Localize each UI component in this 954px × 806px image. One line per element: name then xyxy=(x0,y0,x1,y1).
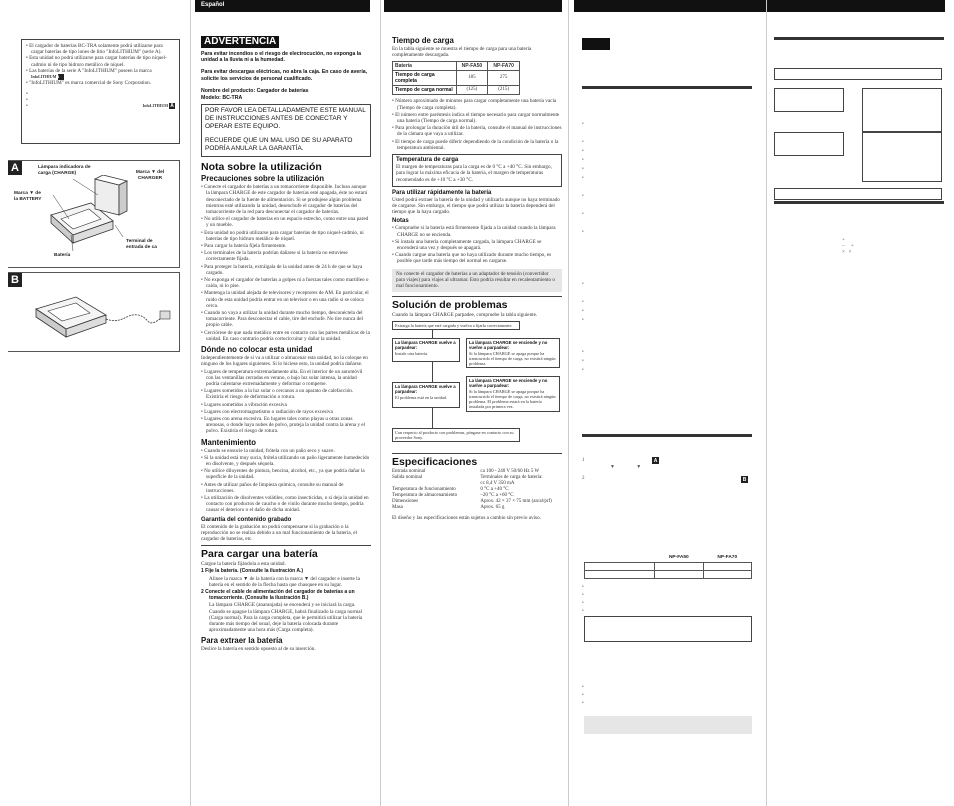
spec-value: Aprox. 65 g xyxy=(480,505,505,511)
warning-1: Para evitar incendios o el riesgo de electrocución, no exponga la unidad a la lluvia ni a la humedad. xyxy=(201,51,361,64)
spec-label: Temperatura de almacenamiento xyxy=(392,493,458,499)
precaution-item: • Conecte el cargador de baterías a un tomacorriente disponible. Incluso aunque la lámpara CHARGE de este cargador de baterías esté apagada, éste no estará desconectado de la fuente de alimentación. Si se produjese algún problema mientras esté utilizando la unidad, desenchufe el cargador de baterías del tomacorriente de la red para desconectar el cargador de baterías. xyxy=(201,184,371,215)
p4-step-1 xyxy=(582,458,585,463)
troubleshoot-flowchart xyxy=(392,321,562,449)
page2-column xyxy=(201,36,371,654)
precaution-item: • No exponga el cargador de baterías a golpes ni a fuerzas tales como martilleo o caída, ni lo pise. xyxy=(201,277,371,289)
flow-left-1 xyxy=(392,338,460,362)
where-item: • Lugares con arena excesiva. En lugares tales como playas u otras zonas arenosas, o donde haya nubes de polvo, proteja la unidad contra la arena y el polvo. Existiría el riesgo de rotura. xyxy=(201,416,371,435)
spec-note: El diseño y las especificaciones están sujetos a cambio sin previo aviso. xyxy=(392,515,541,522)
p4-ref-a: A xyxy=(653,457,658,464)
precaution-item: • Los terminales de la batería podrían dañarse si la batería no estuviese correctamente fijada. xyxy=(201,250,371,262)
page4: • • • • • • • • • • • • • • • • 1 A ▼ ▼ 2 B NP-FA50 NP-FA70 • • • • • • • + – + × × xyxy=(574,12,945,806)
temp-text: El margen de temperaturas para la carga es de 0 °C a +40 °C. Sin embargo, para lograr la máxima eficacia de la batería, el margen de temperaturas recomendado es de +10 °C a +30 °C. xyxy=(396,164,552,183)
flow-top: Extraiga la batería que esté cargada y vuelva a fijarla correctamente. xyxy=(392,321,520,330)
flow-right-2-text: Si la lámpara CHARGE se apaga porque ha transcurrido el tiempo de carga, no existirá ningún problema. El problema estará en la batería instalada por primera vez. xyxy=(469,389,556,410)
charge-intro: Cargue la batería fijándola a esta unidad. xyxy=(201,561,286,568)
charge-time-table xyxy=(392,61,520,95)
where-item: • Lugares sometidos a la luz solar o cercanos a un aparato de calefacción. Existiría el riesgo de deformación o rotura. xyxy=(201,388,371,400)
flow-right-2-title: La lámpara CHARGE se enciende y no vuelve a parpadear: xyxy=(469,378,548,389)
remove-text: Deslice la batería en sentido opuesto al de su inserción. xyxy=(201,646,316,653)
time-note: • El número entre paréntesis indica el tiempo necesario para cargar normalmente una batería (Tiempo de carga normal). xyxy=(392,112,562,124)
label-mark-battery: Marca ▼ de la BATTERY xyxy=(14,191,42,202)
p1-note: • Las baterías de la serie A "InfoLITHIUM" poseen la marca InfoLITHIUM A xyxy=(26,68,175,81)
flow-left-2-text: El problema está en la unidad. xyxy=(395,395,448,401)
specs-table xyxy=(392,469,562,511)
flow-right-1-title: La lámpara CHARGE se enciende y no vuelve a parpadear: xyxy=(469,340,548,351)
spec-value: ca 100 - 240 V 50/60 Hz 5 W xyxy=(480,469,540,475)
figure-a-label: A xyxy=(8,161,22,175)
warning-title: ADVERTENCIA xyxy=(201,36,279,48)
flow-left-2 xyxy=(392,382,460,408)
page2-header xyxy=(195,0,370,12)
notes-title: Notas xyxy=(392,218,409,225)
step-2-text: La lámpara CHARGE (anaranjada) se encenderá y se iniciará la carga. Cuando se apague la lámpara CHARGE, habrá finalizado la carga normal (Carga normal). Para la carga completa, que le permitirá utilizar la batería durante más tiempo del usual, deje la batería colocada durante aproximadamente una hora más (Carga completa). xyxy=(209,602,363,634)
time-note: • Para prolongar la duración útil de la batería, consulte el manual de instrucciones de la cámara que vaya a utilizar. xyxy=(392,125,562,137)
td-value: 185 xyxy=(456,71,488,86)
spec-label: Dimensiones xyxy=(392,499,419,505)
where-item: • Lugares con electromagnetismo o radiación de rayos excesiva xyxy=(201,409,371,415)
spec-label: Entrada nominal xyxy=(392,469,426,475)
note-item: • Si instala una batería completamente cargada, la lámpara CHARGE se encenderá una vez y después se apagará. xyxy=(392,239,562,251)
time-note: • El tiempo de carga puede diferir dependiendo de la condición de la batería o la temperatura ambiental. xyxy=(392,139,562,151)
maintenance-title: Mantenimiento xyxy=(201,437,257,447)
maintenance-item: • Si la unidad está muy sucia, frótela utilizando un paño ligeramente humedecido en disolvente, y después séquela. xyxy=(201,455,371,467)
p1-note: • Esta unidad no podrá utilizarse para cargar baterías de tipo níquel-cadmio ni de tipo hidruro metálico de níquel. xyxy=(26,55,175,67)
page3-header xyxy=(384,0,562,12)
precaution-item: • Cuando no vaya a utilizar la unidad durante mucho tiempo, desconéctela del tomacorriente. Para desconectar el cable, tire del enchufe. No tire nunca del propio cable. xyxy=(201,310,371,329)
maintenance-item: • Cuando se ensucie la unidad, frótela con un paño seco y suave. xyxy=(201,448,371,454)
step-1-text: Alinee la marca ▼ de la batería con la marca ▼ del cargador e inserte la batería en el sentido de la flecha hasta que chasquee en su lugar. xyxy=(209,575,360,588)
spec-label: Temperatura de funcionamiento xyxy=(392,487,456,493)
instruction-box xyxy=(201,104,371,157)
infolithium-logo-small: InfoLITHIUM A xyxy=(142,103,174,110)
quick-title: Para utilizar rápidamente la batería xyxy=(392,189,492,196)
where-title: Dónde no colocar esta unidad xyxy=(201,345,313,355)
spec-value: –20 °C a +60 °C xyxy=(480,493,514,499)
product-name: Nombre del producto: Cargador de baterías xyxy=(201,87,309,94)
note-item: • Cuando cargue una batería que no haya utilizado durante mucho tiempo, es posible que tarde más tiempo del normal en cargarse. xyxy=(392,252,562,264)
where-item: • Lugares sometidos a vibración excesiva xyxy=(201,402,371,408)
quick-text: Usted podrá extraer la batería de la unidad y utilizarla aunque no haya terminado de cargarse. Sin embargo, el tiempo que podrá utilizar la batería dependerá del tiempo que la haya cargado. xyxy=(392,196,560,216)
warranty-title: Garantía del contenido grabado xyxy=(201,516,292,523)
adapter-warning-text: No conecte el cargador de baterías a un adaptador de tensión (convertidor para viajes) para viajes al ultramar. Esto podría resultar en recalentamiento o mal funcionamiento. xyxy=(396,270,556,290)
p4-th-fa70: NP-FA70 xyxy=(703,554,751,563)
p1-note: • El cargador de baterías BC-TRA solamente podrá utilizarse para cargar baterías de tipo iones de litio "InfoLITHIUM" (serie A). xyxy=(26,43,175,55)
flow-right-2 xyxy=(466,376,560,412)
td-label: Tiempo de carga normal xyxy=(393,86,457,95)
trouble-title: Solución de problemas xyxy=(392,299,508,312)
time-title: Tiempo de carga xyxy=(392,36,454,45)
spec-value: cc 8,4 V 350 mA xyxy=(480,481,515,487)
maintenance-item: • Antes de utilizar paños de limpieza química, consulte su manual de instrucciones. xyxy=(201,482,371,494)
use-title: Nota sobre la utilización xyxy=(201,161,322,174)
precaution-item: • Esta unidad no podrá utilizarse para cargar baterías de tipo níquel-cadmio, ni baterías de tipo hidruro metálico de níquel. xyxy=(201,230,371,242)
p4-ref-b: B xyxy=(742,476,747,483)
flow-right-1 xyxy=(466,338,560,368)
plug-illustration xyxy=(26,279,176,349)
where-intro: Independientemente de si va a utilizar o almacenar esta unidad, no la coloque en ninguno de los lugares siguientes. Si lo hiciese esto, la unidad podría dañarse. xyxy=(201,355,368,368)
figure-a xyxy=(8,160,180,268)
td-value: 275 xyxy=(488,71,520,86)
page4-header xyxy=(574,0,945,12)
spec-title: Especificaciones xyxy=(392,456,478,469)
precaution-item: • Para cargar la batería fíjela firmemente. xyxy=(201,243,371,249)
flow-left-2-title: La lámpara CHARGE vuelve a parpadear: xyxy=(395,384,456,395)
time-intro: En la tabla siguiente se muestra el tiempo de carga para una batería completamente descargada. xyxy=(392,46,532,59)
th-battery: Batería xyxy=(393,62,457,71)
where-item: • Lugares de temperatura extremadamente alta. En el interior de un automóvil con las ventanillas cerradas en verano, o bajo luz solar intensa, la unidad podría calentarse extremadamente y deformar o romperse. xyxy=(201,369,371,388)
spec-label: Salida nominal xyxy=(392,475,423,481)
box-text-2: RECUERDE QUE UN MAL USO DE SU APARATO PODRÍA ANULAR LA GARANTÍA. xyxy=(205,137,353,153)
warranty-text: El contenido de la grabación no podrá compensarse si la grabación o la reproducción no se realiza debido a un mal funcionamiento de la batería, el cargador de baterías, etc. xyxy=(201,523,357,542)
label-battery: Batería xyxy=(54,253,71,258)
precaution-item: • No utilice el cargador de baterías en un espacio estrecho, como entre una pared y un mueble. xyxy=(201,216,371,228)
trouble-intro: Cuando la lámpara CHARGE parpadee, compruebe la tabla siguiente. xyxy=(392,312,538,319)
p4-black-tab xyxy=(582,38,610,50)
p4-step-1-number: 1 xyxy=(582,458,585,463)
label-lamp: Lámpara indicadora de carga (CHARGE) xyxy=(38,165,91,176)
language-label: Español xyxy=(201,2,225,8)
td-value: (125) xyxy=(456,86,488,95)
p4-box xyxy=(584,616,752,642)
box-text-1: POR FAVOR LEA DETALLADAMENTE ESTE MANUAL DE INSTRUCCIONES ANTES DE CONECTAR Y OPERAR ESTE EQUIPO. xyxy=(205,107,366,131)
precaution-item: • Para proteger la batería, extráigala de la unidad antes de 24 h de que se haya cargado. xyxy=(201,264,371,276)
th-fa50: NP-FA50 xyxy=(456,62,488,71)
th-fa70: NP-FA70 xyxy=(488,62,520,71)
p1-notes-box: • El cargador de baterías BC-TRA solamente podrá utilizarse para cargar baterías de tipo iones de litio "InfoLITHIUM" (serie A). • Esta unidad no podrá utilizarse para cargar baterías de tipo níquel-cadmio ni de tipo hidruro metálico de níquel. • Las baterías de la serie A "InfoLITHIUM" poseen la marca InfoLITHIUM A • "InfoLITHIUM" es marca comercial de Sony Corporation. • • • InfoLITHIUM A xyxy=(21,39,180,144)
figure-b-label: B xyxy=(8,273,22,287)
flow-right-1-text: Si la lámpara CHARGE se apaga porque ha transcurrido el tiempo de carga, no existirá ningún problema. xyxy=(469,351,556,367)
spec-value: Terminales de carga de batería: xyxy=(480,475,543,481)
maintenance-item: • No utilice diluyentes de pintura, bencina, alcohol, etc., ya que podría dañar la superficie de la unidad. xyxy=(201,468,371,480)
p1-note: • "InfoLITHIUM" es marca comercial de Sony Corporation. xyxy=(26,80,175,86)
spec-value: Aprox. 42 × 37 × 75 mm (an/al/prf) xyxy=(480,499,552,505)
spec-value: 0 °C a +40 °C xyxy=(480,487,509,493)
page3-column xyxy=(392,36,562,523)
td-value: (215) xyxy=(488,86,520,95)
charger-battery-illustration xyxy=(43,175,133,253)
model-number: Modelo: BC-TRA xyxy=(201,95,243,102)
flow-bottom: Con respecto al producto con problemas, póngase en contacto con su proveedor Sony. xyxy=(392,428,520,442)
spec-label: Masa xyxy=(392,505,403,511)
step-2-title: 2 Conecte el cable de alimentación del cargador de baterías a un tomacorriente. (Consulte la ilustración B.) xyxy=(201,588,355,602)
p4-th-fa50: NP-FA50 xyxy=(655,554,703,563)
note-item: • Compruebe si la batería está firmemente fijada a la unidad cuando la lámpara CHARGE no se encienda. xyxy=(392,225,562,237)
label-terminal: Terminal de entrada de ca xyxy=(126,239,157,250)
p4-table xyxy=(584,554,752,579)
infolithium-logo: InfoLITHIUM xyxy=(31,74,57,80)
td-label: Tiempo de carga completa xyxy=(393,71,457,86)
adapter-warning xyxy=(392,269,562,293)
page1 xyxy=(0,0,185,806)
flow-left-1-title: La lámpara CHARGE vuelve a parpadear: xyxy=(395,340,456,351)
figure-b xyxy=(8,272,180,352)
temperature-box xyxy=(392,154,562,187)
precaution-item: • Cerciórese de que nada metálico entre en contacto con las partes metálicas de la unidad. En caso contrario podría cortocircuitar y dañar la unidad. xyxy=(201,330,371,342)
maintenance-item: • La utilización de disolventes volátiles, como insecticidas, o si deja la unidad en contacto con productos de caucho o de vinilo durante mucho tiempo, podría causar el deterioro o el daño de dicha unidad. xyxy=(201,495,371,514)
series-a-icon: A xyxy=(58,74,64,80)
flow-left-1-text: Instale otra batería. xyxy=(395,351,429,357)
precautions-title: Precauciones sobre la utilización xyxy=(201,174,325,184)
warning-2: Para evitar descargas eléctricas, no abra la caja. En caso de avería, solicite los servicios de personal cualificado. xyxy=(201,69,368,82)
time-note: • Número aproximado de minutos para cargar completamente una batería vacía (Tiempo de carga completa). xyxy=(392,98,562,110)
p4-step-2 xyxy=(582,476,585,481)
p4-shade xyxy=(584,716,752,734)
temp-title: Temperatura de carga xyxy=(396,157,459,164)
label-mark-charger: Marca ▼ del CHARGER xyxy=(135,170,165,181)
precaution-item: • Mantenga la unidad alejada de televisores y receptores de AM. En particular, el ruido de esta unidad podría entrar en un televisor o en una radio si se coloca cerca. xyxy=(201,290,371,309)
remove-title: Para extraer la batería xyxy=(201,636,283,646)
charge-title: Para cargar una batería xyxy=(201,548,318,561)
step-1-title: 1 Fije la batería. (Consulte la ilustración A.) xyxy=(201,568,304,575)
p4-step-2-number: 2 xyxy=(582,476,585,481)
